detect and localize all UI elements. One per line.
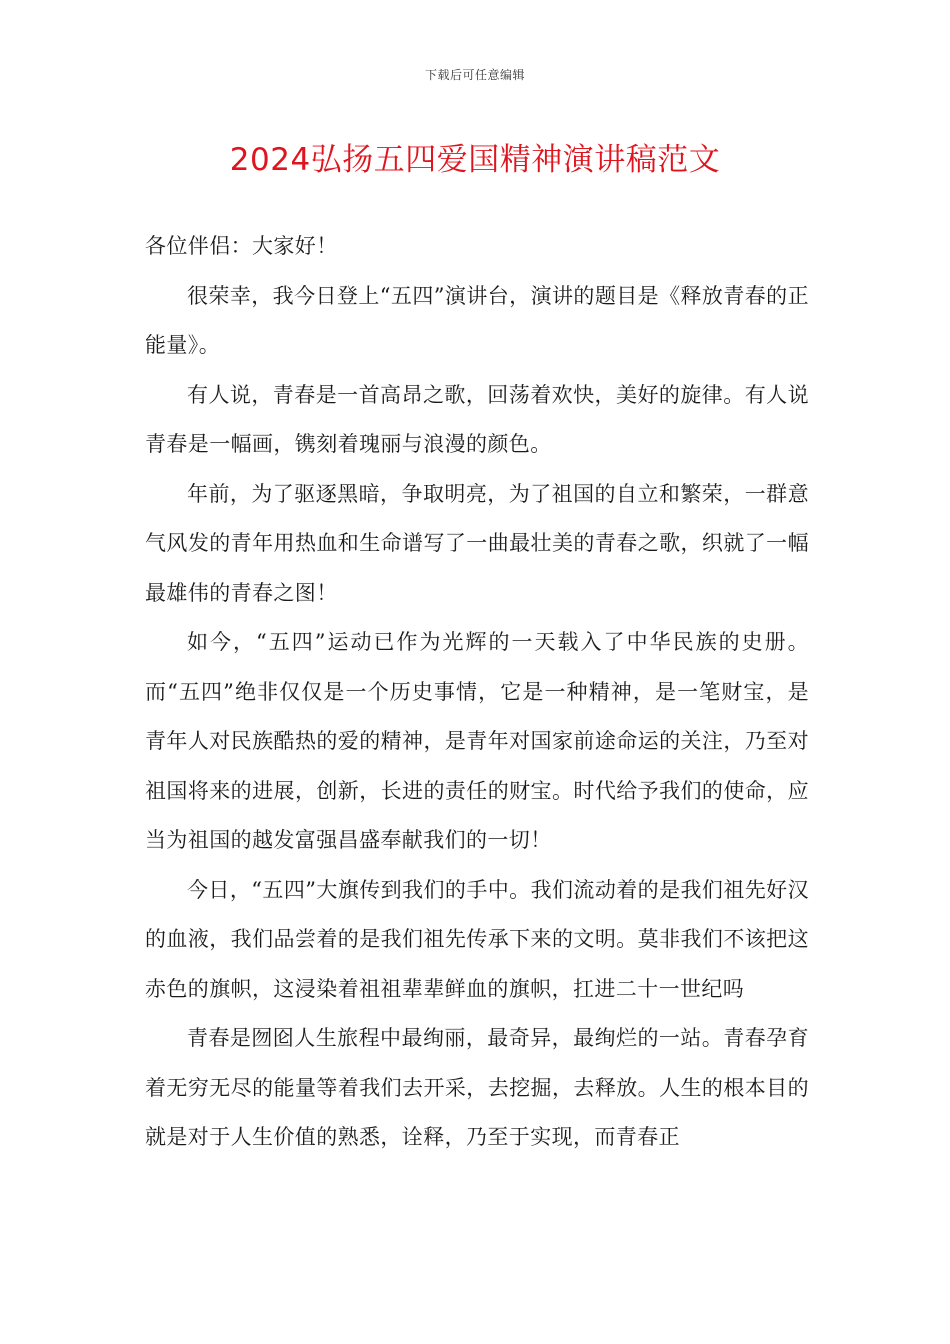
paragraph: 很荣幸，我今日登上“五四”演讲台，演讲的题目是《释放青春的正能量》。 [145, 283, 809, 357]
paragraph: 青春是囫囵人生旅程中最绚丽，最奇异，最绚烂的一站。青春孕育着无穷无尽的能量等着我们去开采，去挖掘，去释放。人生的根本目的就是对于人生价值的熟悉，诠释，乃至于实现，而青春正 [145, 1026, 809, 1149]
paragraph: 今日，“五四”大旗传到我们的手中。我们流动着的是我们祖先好汉的血液，我们品尝着的是我们祖先传承下来的文明。莫非我们不该把这赤色的旗帜，这浸染着祖祖辈辈鲜血的旗帜，扛进二十一世纪吗 [145, 877, 809, 1001]
header-note: 下载后可任意编辑 [424, 68, 525, 82]
document-title: 2024弘扬五四爱国精神演讲稿范文 [229, 142, 721, 178]
paragraph: 如今，“五四”运动已作为光辉的一天载入了中华民族的史册。而“五四”绝非仅仅是一个历史事情，它是一种精神，是一笔财宝，是青年人对民族酷热的爱的精神，是青年对国家前途命运的关注，乃至对祖国将来的进展，创新，长进的责任的财宝。时代给予我们的使命，应当为祖国的越发富强昌盛奉献我们的一切！ [145, 630, 809, 852]
paragraph: 有人说，青春是一首高昂之歌，回荡着欢快，美好的旋律。有人说青春是一幅画，镌刻着瑰丽与浪漫的颜色。 [145, 382, 809, 456]
salutation: 各位伴侣：大家好！ [145, 234, 338, 258]
document-body [145, 222, 809, 1163]
paragraph: 年前，为了驱逐黑暗，争取明亮，为了祖国的自立和繁荣，一群意气风发的青年用热血和生命谱写了一曲最壮美的青春之歌，织就了一幅最雄伟的青春之图！ [145, 481, 809, 605]
